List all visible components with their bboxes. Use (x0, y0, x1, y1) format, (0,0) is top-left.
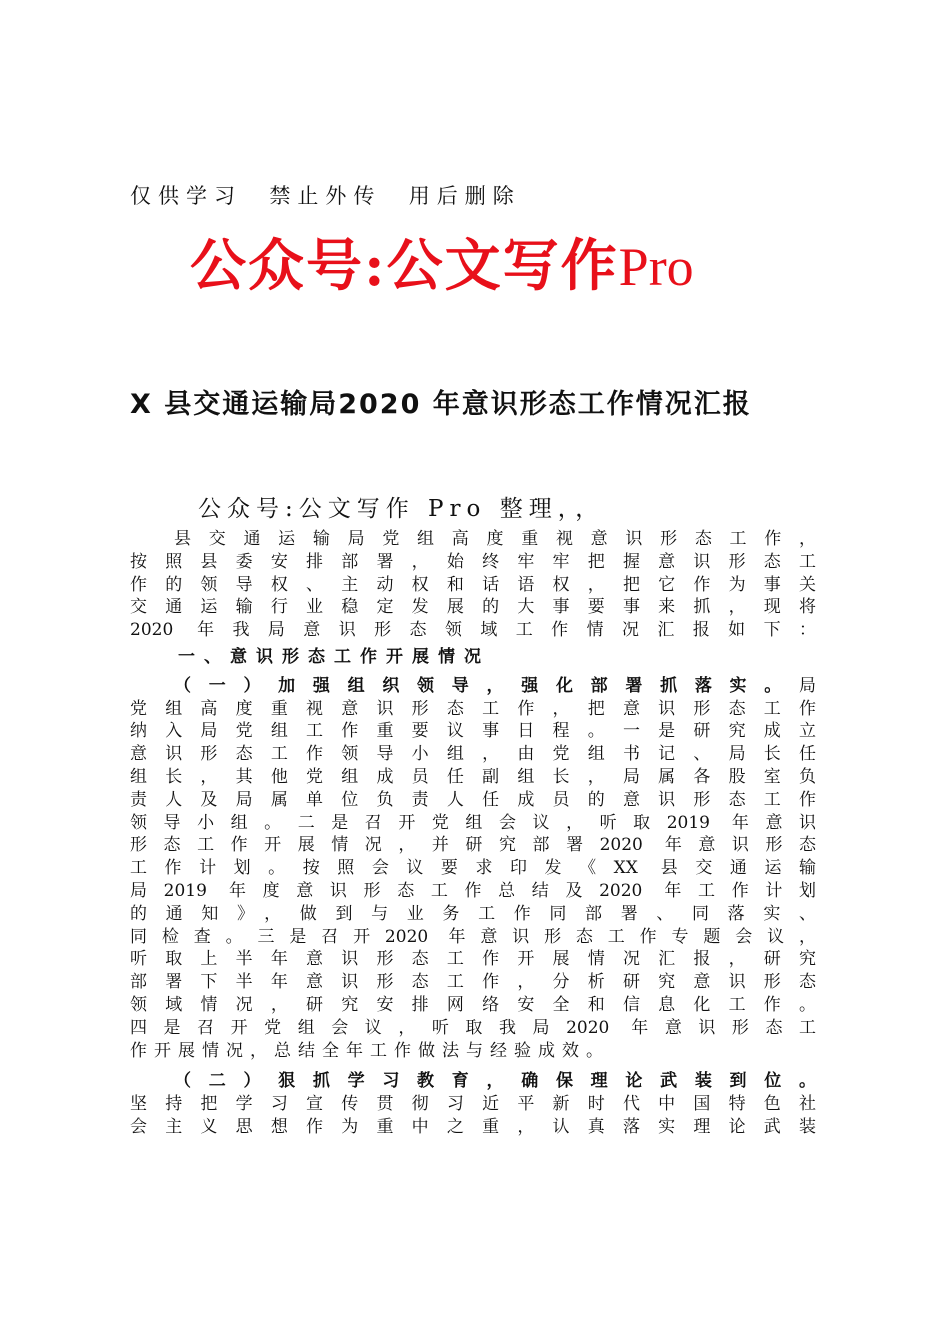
text-line: 部署下半年意识形态工作，分析研究意识形态 (130, 972, 816, 993)
text-line: 作的领导权、主动权和话语权，把它作为事关 (130, 574, 816, 595)
brand-watermark (190, 222, 694, 302)
text-line: 的通知》，做到与业务工作同部署、同落实、 (130, 903, 816, 924)
text-line: 会主义思想作为重中之重，认真落实理论武装 (130, 1116, 816, 1137)
paragraph-2 (130, 1070, 816, 1138)
usage-notice: 仅供学习 禁止外传 用后删除 (130, 184, 521, 208)
compiled-by-line: 公众号:公文写作 Pro 整理，， (198, 496, 605, 522)
text-line: 作开展情况，总结全年工作做法与经验成效。 (130, 1040, 610, 1061)
text-line: 2020 年我局意识形态领域工作情况汇报如下： (130, 620, 816, 641)
text-line: 组长，其他党组成员任副组长，局属各股室负 (130, 766, 816, 787)
intro-paragraph (130, 528, 816, 642)
text-line: 局2019 年度意识形态工作总结及2020 年工作计划 (130, 880, 816, 901)
paragraph-head-line (130, 1070, 816, 1093)
text-line: 形态工作开展情况，并研究部署2020 年意识形态 (130, 835, 816, 856)
text-line: 坚持把学习宣传贯彻习近平新时代中国特色社 (130, 1094, 816, 1115)
document-title: X 县交通运输局2020 年意识形态工作情况汇报 (130, 389, 752, 420)
text-line: 听取上半年意识形态工作开展情况汇报，研究 (130, 949, 816, 970)
text-line: 按照县委安排部署，始终牢牢把握意识形态工 (130, 551, 816, 572)
subsection-heading: （二）狠抓学习教育，确保理论武装到位。 (174, 1071, 816, 1092)
text-line: 县交通运输局党组高度重视意识形态工作， (174, 529, 816, 549)
brand-latin: Pro (618, 237, 694, 297)
paragraph-gap (130, 1062, 816, 1070)
text-line: 领域情况，研究安排网络安全和信息化工作。 (130, 994, 816, 1015)
text-line: 责人及局属单位负责人任成员的意识形态工作 (130, 789, 816, 810)
text-line: 意识形态工作领导小组，由党组书记、局长任 (130, 744, 816, 765)
text-line: 领导小组。二是召开党组会议，听取2019 年意识 (130, 812, 816, 833)
paragraph-head-line (130, 675, 816, 698)
brand-cn: 公众号:公文写作 (190, 233, 619, 299)
text-line: 四是召开党组会议，听取我局2020 年意识形态工 (130, 1017, 816, 1038)
text-line: 交通运输行业稳定发展的大事要事来抓，现将 (130, 597, 816, 618)
section-heading: 一、意识形态工作开展情况 (178, 646, 490, 667)
text-fragment: 局 (799, 675, 816, 696)
text-line: 工作计划。按照会议要求印发《XX 县交通运输 (130, 858, 816, 879)
text-line: 纳入局党组工作重要议事日程。一是研究成立 (130, 721, 816, 742)
subsection-heading: （一）加强组织领导，强化部署抓落实。 (174, 675, 799, 696)
paragraph-1 (130, 675, 816, 1063)
document-body (130, 528, 816, 1139)
text-line: 同检查。三是召开2020 年意识形态工作专题会议， (130, 926, 816, 947)
text-line: 党组高度重视意识形态工作，把意识形态工作 (130, 698, 816, 719)
